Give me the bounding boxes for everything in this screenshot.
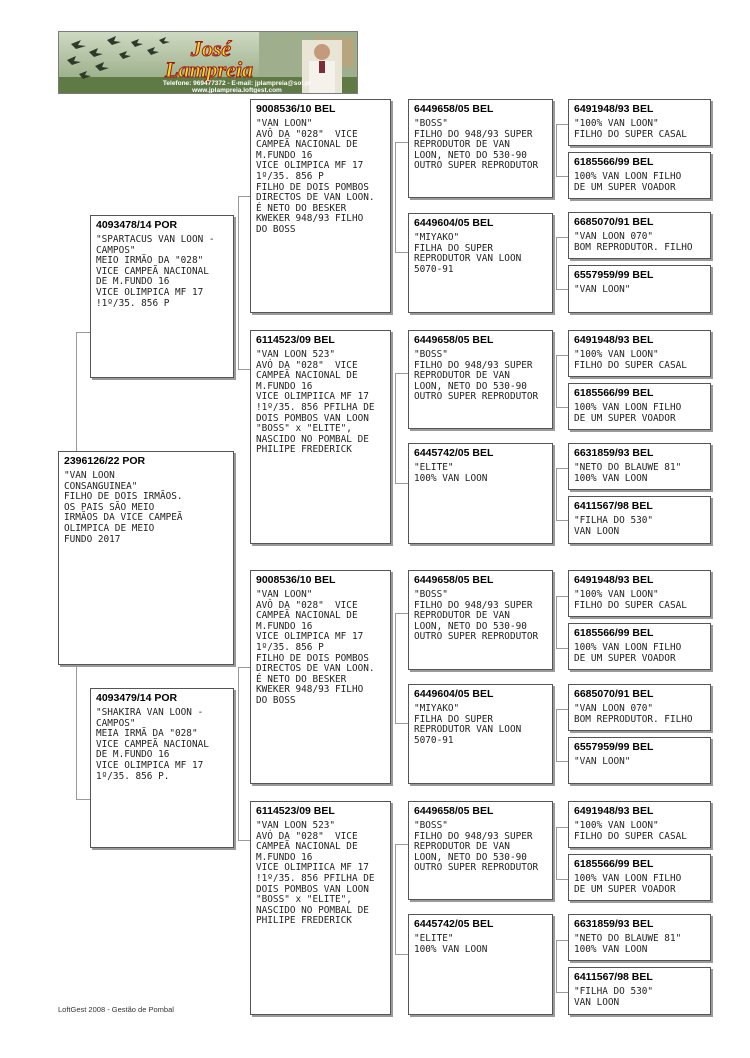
connector-line (238, 369, 250, 370)
bird-description: "VAN LOON CONSANGUINEA" FILHO DE DOIS IRMÃOS. OS PAIS SÃO MEIO IRMÃOS DA VICE CAMPEÃ OLIMPICA DE MEIO FUNDO 2017 (64, 470, 183, 545)
ring-number: 6411567/98 BEL (574, 500, 653, 512)
ring-number: 6491948/93 BEL (574, 103, 654, 115)
connector-line (556, 761, 568, 762)
ring-number: 6449604/05 BEL (414, 217, 494, 229)
pedigree-card-grandparent[interactable] (250, 570, 391, 784)
ring-number: 6445742/05 BEL (414, 447, 494, 459)
header-name-last: Lampreia (165, 57, 253, 82)
connector-line (395, 844, 396, 954)
ring-number: 4093478/14 POR (96, 219, 178, 231)
pedigree-card-g5[interactable] (568, 737, 711, 784)
connector-line (238, 196, 239, 369)
connector-line (395, 142, 408, 143)
connector-line (556, 520, 568, 521)
ring-number: 6557959/99 BEL (574, 269, 654, 281)
connector-line (395, 483, 408, 484)
connector-line (556, 596, 568, 597)
connector-line (395, 723, 408, 724)
connector-line (556, 940, 568, 941)
connector-line (76, 799, 91, 800)
bird-description: "BOSS" FILHO DO 948/93 SUPER REPRODUTOR DE VAN LOON, NETO DO 530-90 OUTRO SUPER REPRODUTOR (414, 589, 539, 643)
bird-description: "BOSS" FILHO DO 948/93 SUPER REPRODUTOR DE VAN LOON, NETO DO 530-90 OUTRO SUPER REPRODUTOR (414, 820, 539, 874)
ring-number: 6631859/93 BEL (574, 918, 654, 930)
pedigree-card-g5[interactable] (568, 265, 711, 313)
pedigree-card-great-grandparent[interactable] (408, 330, 553, 429)
pedigree-card-great-grandparent[interactable] (408, 801, 553, 900)
connector-line (556, 940, 557, 992)
pedigree-card-g5[interactable] (568, 496, 711, 544)
ring-number: 6449658/05 BEL (414, 805, 494, 817)
pedigree-card-great-grandparent[interactable] (408, 570, 553, 670)
connector-line (76, 332, 91, 333)
ring-number: 6445742/05 BEL (414, 918, 494, 930)
connector-line (556, 709, 557, 761)
pedigree-card-great-grandparent[interactable] (408, 684, 553, 784)
bird-description: "VAN LOON" (574, 756, 631, 767)
pedigree-card-g5[interactable] (568, 684, 711, 731)
bird-description: "VAN LOON 070" BOM REPRODUTOR. FILHO (574, 231, 693, 253)
pedigree-card-sire[interactable] (90, 215, 234, 378)
header-banner-image (59, 32, 358, 94)
pedigree-card-great-grandparent[interactable] (408, 914, 553, 1015)
bird-description: "VAN LOON" (574, 284, 631, 295)
connector-line (556, 407, 568, 408)
connector-line (238, 667, 239, 840)
bird-description: "FILHA DO 530" VAN LOON (574, 986, 654, 1008)
bird-description: "BOSS" FILHO DO 948/93 SUPER REPRODUTOR DE VAN LOON, NETO DO 530-90 OUTRO SUPER REPRODUTOR (414, 118, 539, 172)
bird-description: 100% VAN LOON FILHO DE UM SUPER VOADOR (574, 171, 682, 193)
connector-line (556, 827, 568, 828)
connector-line (395, 373, 408, 374)
connector-line (556, 992, 568, 993)
pedigree-card-g5[interactable] (568, 443, 711, 490)
connector-line (556, 709, 568, 710)
connector-line (395, 954, 408, 955)
connector-line (395, 613, 396, 723)
ring-number: 2396126/22 POR (64, 455, 146, 467)
pedigree-card-grandparent[interactable] (250, 801, 391, 1015)
pedigree-card-g5[interactable] (568, 570, 711, 617)
connector-line (556, 468, 557, 520)
ring-number: 6114523/09 BEL (256, 334, 335, 346)
ring-number: 6114523/09 BEL (256, 805, 335, 817)
connector-line (556, 648, 568, 649)
bird-description: "SPARTACUS VAN LOON - CAMPOS" MEIO IRMÃO DA "028" VICE CAMPEÃ NACIONAL DE M.FUNDO 16 VICE OLIMPICA MF 17 !1º/35. 856 P (96, 234, 215, 309)
ring-number: 6685070/91 BEL (574, 688, 654, 700)
header-name-first: José (190, 36, 232, 61)
bird-description: "100% VAN LOON" FILHO DO SUPER CASAL (574, 820, 687, 842)
connector-line (556, 468, 568, 469)
connector-line (395, 142, 396, 252)
connector-line (238, 196, 250, 197)
ring-number: 6491948/93 BEL (574, 334, 654, 346)
pedigree-card-dam[interactable] (90, 688, 234, 848)
connector-line (238, 840, 250, 841)
connector-line (238, 667, 250, 668)
ring-number: 6449658/05 BEL (414, 103, 494, 115)
pedigree-card-subject[interactable] (58, 451, 234, 665)
connector-line (556, 355, 568, 356)
pedigree-card-great-grandparent[interactable] (408, 443, 553, 544)
bird-description: "ELITE" 100% VAN LOON (414, 462, 488, 484)
bird-description: "VAN LOON" AVÔ DA "028" VICE CAMPEÃ NACIONAL DE M.FUNDO 16 VICE OLIMPICA MF 17 1º/35. 856 P FILHO DE DOIS POMBOS DIRECTOS DE VAN LOON. É NETO DO BESKER KWEKER 948/93 FILHO DO BOSS (256, 118, 375, 235)
connector-line (556, 596, 557, 648)
ring-number: 6185566/99 BEL (574, 858, 654, 870)
bird-description: "NETO DO BLAUWE 81" 100% VAN LOON (574, 933, 682, 955)
ring-number: 6685070/91 BEL (574, 216, 654, 228)
pedigree-card-g5[interactable] (568, 623, 711, 670)
bird-description: 100% VAN LOON FILHO DE UM SUPER VOADOR (574, 402, 682, 424)
bird-description: 100% VAN LOON FILHO DE UM SUPER VOADOR (574, 873, 682, 895)
bird-description: "BOSS" FILHO DO 948/93 SUPER REPRODUTOR DE VAN LOON, NETO DO 530-90 OUTRO SUPER REPRODUTOR (414, 349, 539, 403)
connector-line (395, 373, 396, 483)
bird-description: "VAN LOON" AVÔ DA "028" VICE CAMPEÃ NACIONAL DE M.FUNDO 16 VICE OLIMPICA MF 17 1º/35. 856 P FILHO DE DOIS POMBOS DIRECTOS DE VAN LOON. É NETO DO BESKER KWEKER 948/93 FILHO DO BOSS (256, 589, 375, 706)
bird-description: "VAN LOON 070" BOM REPRODUTOR. FILHO (574, 703, 693, 725)
connector-line (395, 252, 408, 253)
bird-description: "100% VAN LOON" FILHO DO SUPER CASAL (574, 589, 687, 611)
header-contact: Telefone: 969477372 - E-mail: jplampreia@sol.pt (162, 80, 312, 87)
ring-number: 6491948/93 BEL (574, 574, 654, 586)
bird-description: "100% VAN LOON" FILHO DO SUPER CASAL (574, 118, 687, 140)
bird-description: 100% VAN LOON FILHO DE UM SUPER VOADOR (574, 642, 682, 664)
ring-number: 6185566/99 BEL (574, 387, 654, 399)
pedigree-card-g5[interactable] (568, 914, 711, 961)
connector-line (556, 124, 557, 176)
connector-line (395, 844, 408, 845)
bird-description: "ELITE" 100% VAN LOON (414, 933, 488, 955)
bird-description: "VAN LOON 523" AVÓ DA "028" VICE CAMPEÃ NACIONAL DE M.FUNDO 16 VICE OLIMPIICA MF 17 !1º/35. 856 PFILHA DE DOIS POMBOS VAN LOON "BOSS" x "ELITE", NASCIDO NO POMBAL DE PHILIPE FREDERICK (256, 820, 375, 927)
bird-description: "SHAKIRA VAN LOON - CAMPOS" MEIA IRMÃ DA "028" VICE CAMPEÃ NACIONAL DE M.FUNDO 16 VICE OLIMPICA MF 17 1º/35. 856 P. (96, 707, 209, 782)
connector-line (556, 879, 568, 880)
connector-line (556, 237, 568, 238)
pedigree-card-g5[interactable] (568, 99, 711, 146)
pedigree-card-g5[interactable] (568, 330, 711, 377)
bird-description: "NETO DO BLAUWE 81" 100% VAN LOON (574, 462, 682, 484)
ring-number: 6491948/93 BEL (574, 805, 654, 817)
ring-number: 9008536/10 BEL (256, 103, 336, 115)
pedigree-card-grandparent[interactable] (250, 330, 391, 544)
header-web: www.jplampreia.loftgest.com (192, 87, 282, 94)
bird-description: "MIYAKO" FILHA DO SUPER REPRODUTOR VAN LOON 5070-91 (414, 232, 522, 275)
bird-description: "VAN LOON 523" AVÓ DA "028" VICE CAMPEÃ NACIONAL DE M.FUNDO 16 VICE OLIMPIICA MF 17 !1º/35. 856 PFILHA DE DOIS POMBOS VAN LOON "BOSS" x "ELITE", NASCIDO NO POMBAL DE PHILIPE FREDERICK (256, 349, 375, 456)
ring-number: 6557959/99 BEL (574, 741, 654, 753)
pedigree-card-g5[interactable] (568, 212, 711, 259)
bird-description: "100% VAN LOON" FILHO DO SUPER CASAL (574, 349, 687, 371)
ring-number: 6185566/99 BEL (574, 156, 654, 168)
pedigree-card-g5[interactable] (568, 152, 711, 199)
pedigree-card-grandparent[interactable] (250, 99, 391, 313)
pedigree-card-g5[interactable] (568, 383, 711, 430)
connector-line (556, 827, 557, 879)
pedigree-card-great-grandparent[interactable] (408, 99, 553, 198)
ring-number: 6449604/05 BEL (414, 688, 494, 700)
connector-line (556, 289, 568, 290)
connector-line (395, 613, 408, 614)
connector-line (556, 355, 557, 407)
pedigree-card-great-grandparent[interactable] (408, 213, 553, 313)
pedigree-card-g5[interactable] (568, 801, 711, 848)
pedigree-card-g5[interactable] (568, 854, 711, 901)
header-banner (58, 31, 358, 94)
ring-number: 6185566/99 BEL (574, 627, 654, 639)
pedigree-card-g5[interactable] (568, 967, 711, 1015)
ring-number: 6449658/05 BEL (414, 334, 494, 346)
connector-line (556, 124, 568, 125)
connector-line (76, 332, 77, 452)
ring-number: 9008536/10 BEL (256, 574, 336, 586)
ring-number: 4093479/14 POR (96, 692, 178, 704)
ring-number: 6411567/98 BEL (574, 971, 653, 983)
connector-line (76, 665, 77, 799)
connector-line (556, 176, 568, 177)
footer-text: LoftGest 2008 - Gestão de Pombal (58, 1005, 174, 1014)
bird-description: "FILHA DO 530" VAN LOON (574, 515, 654, 537)
ring-number: 6449658/05 BEL (414, 574, 494, 586)
ring-number: 6631859/93 BEL (574, 447, 654, 459)
bird-description: "MIYAKO" FILHA DO SUPER REPRODUTOR VAN LOON 5070-91 (414, 703, 522, 746)
connector-line (556, 237, 557, 289)
